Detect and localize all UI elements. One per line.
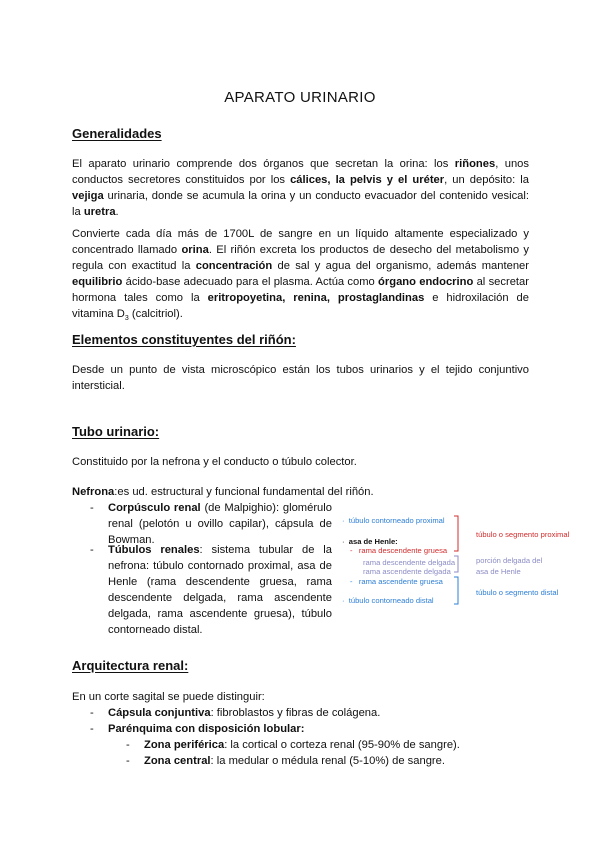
diagram-label-asc-delgada: rama ascendente delgada <box>363 567 451 576</box>
heading-arquitectura: Arquitectura renal: <box>72 658 189 673</box>
list-item: - Cápsula conjuntiva: fibroblastos y fibras de colágena. <box>90 707 381 719</box>
bracket-distal <box>454 577 458 604</box>
list-item: - Corpúsculo renal (de Malpighio): glomérulo renal (pelotón u ovillo capilar), cápsula de Bowman. <box>90 502 332 546</box>
diagram-label-desc-gruesa: - rama descendente gruesa <box>350 546 448 555</box>
paragraph-tubo: Constituido por la nefrona y el conducto o túbulo colector. <box>72 456 357 468</box>
diagram-label-distal: · túbulo contorneado distal <box>342 596 434 605</box>
list-item: - Zona periférica: la cortical o corteza renal (95-90% de sangre). <box>126 739 460 751</box>
diagram-label-desc-delgada: rama descendente delgada <box>363 558 456 567</box>
paragraph-generalidades-1: El aparato urinario comprende dos órganos que secretan la orina: los riñones, unos conductos secretores constituidos por los cálices, la pelvis y el uréter, un depósito: la vejiga urinaria, donde se acumula la orina y un conducto evacuador del contenido vesical: la uretra. <box>72 158 529 218</box>
list-item: - Zona central: la medular o médula renal (5-10%) de sangre. <box>126 755 445 767</box>
nephron-segments-diagram <box>338 510 600 610</box>
diagram-group-proximal: túbulo o segmento proximal <box>476 530 570 539</box>
heading-elementos: Elementos constituyentes del riñón: <box>72 332 296 347</box>
paragraph-elementos: Desde un punto de vista microscópico están los tubos urinarios y el tejido conjuntivo intersticial. <box>72 364 529 392</box>
paragraph-arquitectura: En un corte sagital se puede distinguir: <box>72 691 265 703</box>
diagram-group-delgada: porción delgada del asa de Henle <box>476 556 543 576</box>
diagram-group-distal: túbulo o segmento distal <box>476 588 559 597</box>
bracket-proximal <box>454 516 458 551</box>
paragraph-generalidades-2: Convierte cada día más de 1700L de sangre en un líquido altamente especializado y concentrado llamado orina. El riñón excreta los productos de desecho del metabolismo y regula con exactitud la concentración de sal y agua del organismo, además mantener equilibrio ácido-base adecuado para el plasma. Actúa como órgano endocrino al secretar hormona tales como la eritropoyetina, renina, prostaglandinas e hidroxilación de vitamina $D_3$ (calcitriol). <box>72 228 529 323</box>
heading-tubo-urinario: Tubo urinario: <box>72 424 160 439</box>
page-title: APARATO URINARIO <box>224 89 376 106</box>
nefrona-definition: Nefrona:es ud. estructural y funcional fundamental del riñón. <box>72 486 374 498</box>
diagram-label-asc-gruesa: - rama ascendente gruesa <box>350 577 443 586</box>
list-item: - Parénquima con disposición lobular: <box>90 723 305 735</box>
bracket-delgada <box>454 556 458 572</box>
diagram-label-proximal: · túbulo contorneado proximal <box>342 516 445 525</box>
list-item: - Túbulos renales: sistema tubular de la nefrona: túbulo contornado proximal, asa de Henle (rama descendente gruesa, rama descendente delgada, rama ascendente delgada, rama ascendente gruesa), túbulo contorneado distal. <box>90 544 332 636</box>
diagram-label-asa: · asa de Henle: <box>342 537 398 546</box>
heading-generalidades: Generalidades <box>72 126 162 141</box>
